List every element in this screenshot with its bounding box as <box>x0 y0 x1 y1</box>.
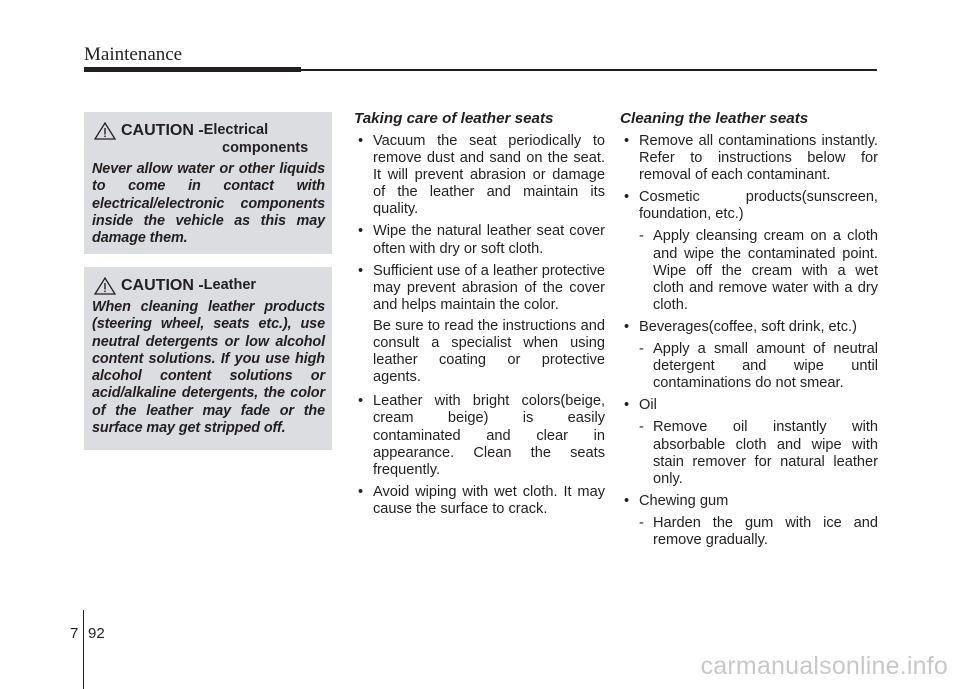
contaminant-name: • Chewing gum <box>620 493 878 510</box>
header-rule-thick <box>84 67 301 72</box>
caution-subject-line2: components <box>222 140 309 156</box>
caution-subject: Electrical <box>203 122 269 138</box>
cleaning-step-text: Remove oil instantly with absorbable cloth and wipe with stain remover for natural leather only. <box>653 419 878 487</box>
list-item: • Leather with bright colors(beige, cream beige) is easily contaminated and clear in appearance. Clean the seats frequently. <box>354 393 605 478</box>
dash-marker: - <box>639 419 644 436</box>
cleaning-step-text: Apply a small amount of neutral detergent and wipe until contaminations do not smear. <box>653 341 878 392</box>
footer-divider <box>83 610 84 689</box>
list-item-continuation: Be sure to read the instructions and consult a specialist when using leather coating or protective agents. <box>373 317 605 386</box>
contaminant-name: • Oil <box>620 397 878 414</box>
chapter-number: 7 <box>70 625 79 642</box>
section-header: Maintenance <box>84 44 183 65</box>
watermark: carmanualsonline.info <box>700 652 948 680</box>
list-item: • Sufficient use of a leather protective may prevent abrasion of the cover and helps maintain the color. <box>354 263 605 314</box>
list-item: • Vacuum the seat periodically to remove dust and sand on the seat. It will prevent abrasion or damage of the leather and maintain its quality. <box>354 133 605 218</box>
contaminant-name: • Cosmetic products(sunscreen, foundation, etc.) <box>620 189 878 223</box>
cleaning-step <box>620 419 878 487</box>
cleaning-step <box>620 515 878 549</box>
taking-care-title: Taking care of leather seats <box>354 110 554 127</box>
cleaning-step <box>620 341 878 392</box>
list-item: • Wipe the natural leather seat cover often with dry or soft cloth. <box>354 223 605 257</box>
list-item: • Avoid wiping with wet cloth. It may cause the surface to crack. <box>354 484 605 518</box>
list-item: • Remove all contaminations instantly. Refer to instructions below for removal of each contaminant. <box>620 133 878 184</box>
warning-triangle-icon <box>94 277 116 295</box>
dash-marker: - <box>639 514 644 531</box>
page-number: 92 <box>88 625 105 642</box>
cleaning-step-text: Apply cleansing cream on a cloth and wipe the contaminated point. Wipe off the cream with a wet cloth and remove water with a dry cloth. <box>653 228 878 313</box>
dash-marker: - <box>639 228 644 245</box>
caution-text: When cleaning leather products (steering wheel, seats etc.), use neutral detergents or low alcohol content solutions. If you use high alcohol content solutions or acid/alkaline detergents, the color of the leather may fade or the surface may get stripped off. <box>92 299 325 437</box>
contaminant-name: • Beverages(coffee, soft drink, etc.) <box>620 319 878 336</box>
caution-label: CAUTION - <box>121 122 204 139</box>
taking-care-section <box>354 110 605 523</box>
dash-marker: - <box>639 341 644 358</box>
caution-heading <box>92 122 325 140</box>
cleaning-step-text: Harden the gum with ice and remove gradually. <box>653 514 878 548</box>
caution-box-electrical <box>84 112 332 254</box>
cleaning-title: Cleaning the leather seats <box>620 110 809 127</box>
caution-text: Never allow water or other liquids to come in contact with electrical/electronic components inside the vehicle as this may damage them. <box>92 161 325 247</box>
cleaning-section <box>620 110 878 554</box>
caution-heading <box>92 277 325 295</box>
header-rule-thin <box>301 69 877 71</box>
cleaning-step <box>620 228 878 313</box>
caution-label: CAUTION - <box>121 277 204 294</box>
warning-triangle-icon <box>94 122 116 140</box>
caution-subject: Leather <box>203 277 257 293</box>
caution-box-leather <box>84 267 332 450</box>
